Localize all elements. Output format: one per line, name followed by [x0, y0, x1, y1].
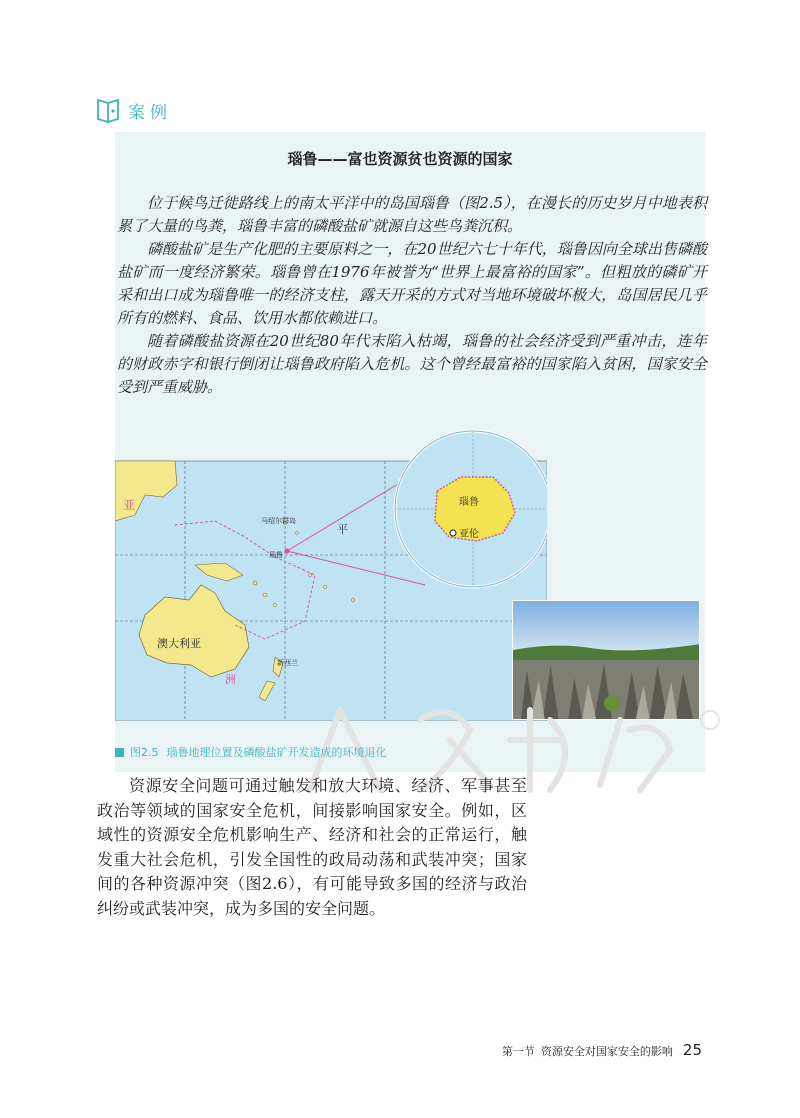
case-paragraph: 位于候鸟迁徙路线上的南太平洋中的岛国瑙鲁（图2.5），在漫长的历史岁月中地表积累了大量的鸟粪，瑙鲁丰富的磷酸盐矿就源自这些鸟粪沉积。: [117, 194, 707, 235]
case-text: [117, 192, 707, 399]
figure-caption-text: 瑙鲁地理位置及磷酸盐矿开发造成的环境退化: [166, 746, 387, 759]
body-paragraph: 资源安全问题可通过触发和放大环境、经济、军事甚至政治等领域的国家安全危机，间接影响国家安全。例如，区域性的资源安全危机影响生产、经济和社会的正常运行，触发重大社会危机，引发全国性的政局动荡和武装冲突；国家间的各种资源冲突（图2.6），有可能导致多国的经济与政治纠纷或武装冲突，成为多国的安全问题。: [97, 776, 527, 918]
footer-section-title: 资源安全对国家安全的影响: [540, 1045, 673, 1058]
map-label-australia: 澳大利亚: [157, 637, 201, 650]
map-label-nauru-inset: 瑙鲁: [459, 497, 479, 508]
caption-marker: [115, 748, 124, 757]
map-label-new-zealand: 新西兰: [277, 659, 298, 667]
map-label-nauru: 瑙鲁: [269, 551, 283, 559]
map-label-yaren: 亚伦: [459, 529, 479, 540]
page-number: 25: [682, 1041, 702, 1059]
page-footer: [502, 1041, 702, 1059]
case-header: [96, 97, 172, 123]
case-paragraph: 磷酸盐矿是生产化肥的主要原料之一，在20世纪六七十年代，瑙鲁因向全球出售磷酸盐矿而一度经济繁荣。瑙鲁曾在1976年被誉为“世界上最富裕的国家”。但粗放的磷矿开采和出口成为瑙鲁唯一的经济支柱，露天开采的方式对当地环境破坏极大，岛国居民几乎所有的燃料、食品、饮用水都依赖进口。: [117, 240, 707, 327]
case-label: 案例: [128, 102, 172, 123]
case-paragraph: 随着磷酸盐资源在20世纪80年代末陷入枯竭，瑙鲁的社会经济受到严重冲击，连年的财政赤字和银行倒闭让瑙鲁政府陷入危机。这个曾经最富裕的国家陷入贫困，国家安全受到严重威胁。: [117, 332, 707, 396]
figure-number: 图2.5: [130, 746, 159, 759]
footer-section: 第一节: [501, 1045, 535, 1058]
case-title: 瑙鲁——富也资源贫也资源的国家: [287, 150, 513, 168]
book-icon: [96, 97, 122, 123]
map-label-pacific: 平: [337, 523, 348, 536]
nauru-location-map: [115, 425, 547, 721]
map-label-asia: 亚: [123, 498, 136, 512]
body-text: [97, 774, 527, 921]
map-label-marshall: 马绍尔群岛: [261, 517, 296, 525]
figure-caption: [115, 744, 387, 760]
map-label-oceania: 洲: [225, 673, 236, 686]
